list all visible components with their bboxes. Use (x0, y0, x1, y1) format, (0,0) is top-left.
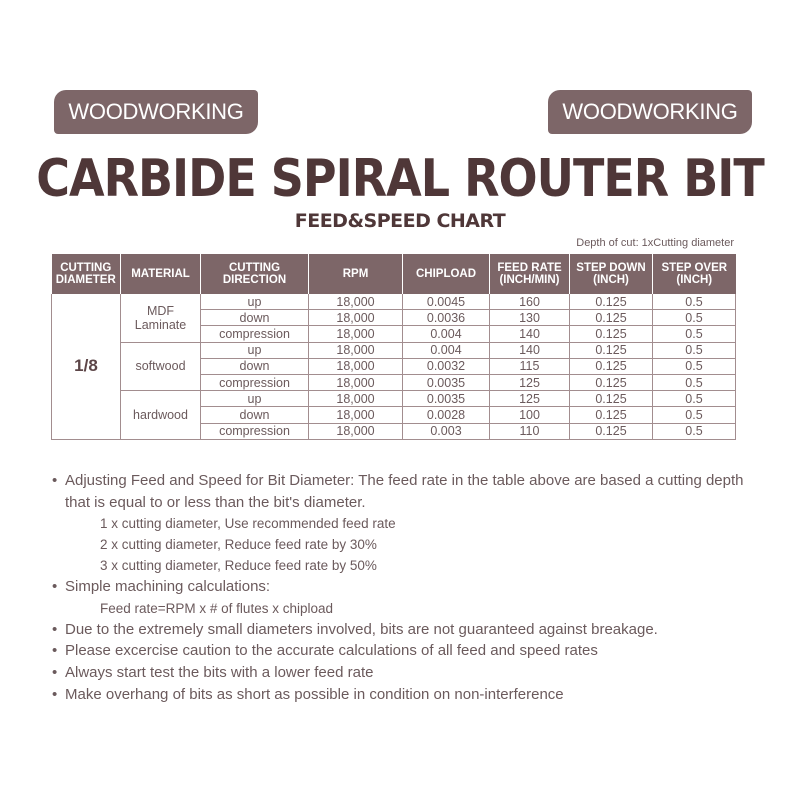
rpm-cell: 18,000 (309, 358, 403, 374)
note-text: Always start test the bits with a lower feed rate (65, 663, 374, 681)
feed-rate-cell: 125 (490, 391, 570, 407)
bullet-dot: • (52, 578, 58, 596)
header-step-down: STEP DOWN (INCH) (570, 254, 653, 294)
note-adjusting (52, 470, 752, 513)
step-down-cell: 0.125 (570, 342, 653, 358)
step-down-cell: 0.125 (570, 391, 653, 407)
direction-cell: up (201, 294, 309, 310)
page-title: CARBIDE SPIRAL ROUTER BIT (36, 148, 764, 209)
chipload-cell: 0.0035 (403, 374, 490, 390)
note-text: Please excercise caution to the accurate calculations of all feed and speed rates (65, 642, 598, 660)
chipload-cell: 0.0036 (403, 310, 490, 326)
header-step-over: STEP OVER (INCH) (653, 254, 736, 294)
table-row (52, 391, 736, 407)
feed-rate-cell: 140 (490, 342, 570, 358)
step-down-cell: 0.125 (570, 423, 653, 439)
feed-rate-cell: 100 (490, 407, 570, 423)
note-item (52, 684, 752, 706)
header-rpm: RPM (309, 254, 403, 294)
step-down-cell: 0.125 (570, 310, 653, 326)
header-material: MATERIAL (121, 254, 201, 294)
rpm-cell: 18,000 (309, 310, 403, 326)
note-sub-item: 1 x cutting diameter, Use recommended feed rate (100, 516, 396, 532)
note-calc-formula: Feed rate=RPM x # of flutes x chipload (100, 600, 333, 616)
chipload-cell: 0.003 (403, 423, 490, 439)
note-text: Due to the extremely small diameters involved, bits are not guaranteed against breakage. (65, 620, 658, 638)
feed-rate-cell: 160 (490, 294, 570, 310)
step-over-cell: 0.5 (653, 326, 736, 342)
woodworking-badge-right: WOODWORKING (548, 90, 752, 134)
step-over-cell: 0.5 (653, 294, 736, 310)
chipload-cell: 0.0028 (403, 407, 490, 423)
bullet-dot: • (52, 663, 58, 681)
material-cell-mdf: MDF Laminate (121, 294, 201, 342)
direction-cell: compression (201, 374, 309, 390)
direction-cell: compression (201, 326, 309, 342)
table-header-row (52, 254, 736, 294)
rpm-cell: 18,000 (309, 294, 403, 310)
rpm-cell: 18,000 (309, 326, 403, 342)
woodworking-badge-left: WOODWORKING (54, 90, 258, 134)
chipload-cell: 0.004 (403, 342, 490, 358)
note-text: Adjusting Feed and Speed for Bit Diameter: The feed rate in the table above are based a cutting depth that is equal to or less than the bit's diameter. (65, 472, 744, 511)
note-text: Simple machining calculations: (65, 578, 271, 596)
notes-section (52, 470, 752, 705)
rpm-cell: 18,000 (309, 374, 403, 390)
direction-cell: up (201, 342, 309, 358)
header-cutting-diameter: CUTTING DIAMETER (52, 254, 121, 294)
direction-cell: down (201, 407, 309, 423)
note-item (52, 662, 752, 684)
step-over-cell: 0.5 (653, 407, 736, 423)
rpm-cell: 18,000 (309, 407, 403, 423)
table-row (52, 294, 736, 310)
header-chipload: CHIPLOAD (403, 254, 490, 294)
rpm-cell: 18,000 (309, 423, 403, 439)
bullet-dot: • (52, 685, 58, 703)
note-text: Make overhang of bits as short as possible in condition on non-interference (65, 685, 564, 703)
header-cutting-direction: CUTTING DIRECTION (201, 254, 309, 294)
feed-rate-cell: 140 (490, 326, 570, 342)
direction-cell: down (201, 310, 309, 326)
note-item (52, 619, 752, 641)
feed-speed-table (51, 254, 736, 440)
step-down-cell: 0.125 (570, 407, 653, 423)
step-over-cell: 0.5 (653, 310, 736, 326)
note-calc-title (52, 576, 752, 598)
rpm-cell: 18,000 (309, 342, 403, 358)
feed-rate-cell: 130 (490, 310, 570, 326)
step-over-cell: 0.5 (653, 374, 736, 390)
chipload-cell: 0.0045 (403, 294, 490, 310)
material-cell-hardwood: hardwood (121, 391, 201, 440)
page-subtitle: FEED&SPEED CHART (294, 210, 506, 232)
rpm-cell: 18,000 (309, 391, 403, 407)
bullet-dot: • (52, 620, 58, 638)
direction-cell: up (201, 391, 309, 407)
step-over-cell: 0.5 (653, 342, 736, 358)
step-over-cell: 0.5 (653, 423, 736, 439)
table-row (52, 342, 736, 358)
step-down-cell: 0.125 (570, 374, 653, 390)
step-down-cell: 0.125 (570, 294, 653, 310)
chipload-cell: 0.0032 (403, 358, 490, 374)
note-item (52, 640, 752, 662)
note-sub-item: 2 x cutting diameter, Reduce feed rate by 30% (100, 537, 377, 553)
chipload-cell: 0.004 (403, 326, 490, 342)
bullet-dot: • (52, 642, 58, 660)
feed-rate-cell: 125 (490, 374, 570, 390)
direction-cell: down (201, 358, 309, 374)
step-down-cell: 0.125 (570, 326, 653, 342)
feed-rate-cell: 110 (490, 423, 570, 439)
direction-cell: compression (201, 423, 309, 439)
header-feed-rate: FEED RATE (INCH/MIN) (490, 254, 570, 294)
diameter-cell: 1/8 (52, 294, 121, 439)
bullet-dot: • (52, 472, 58, 489)
step-over-cell: 0.5 (653, 391, 736, 407)
note-sub-item: 3 x cutting diameter, Reduce feed rate by 50% (100, 558, 377, 574)
material-cell-softwood: softwood (121, 342, 201, 391)
chipload-cell: 0.0035 (403, 391, 490, 407)
step-over-cell: 0.5 (653, 358, 736, 374)
feed-rate-cell: 115 (490, 358, 570, 374)
step-down-cell: 0.125 (570, 358, 653, 374)
depth-note: Depth of cut: 1xCutting diameter (576, 237, 734, 249)
